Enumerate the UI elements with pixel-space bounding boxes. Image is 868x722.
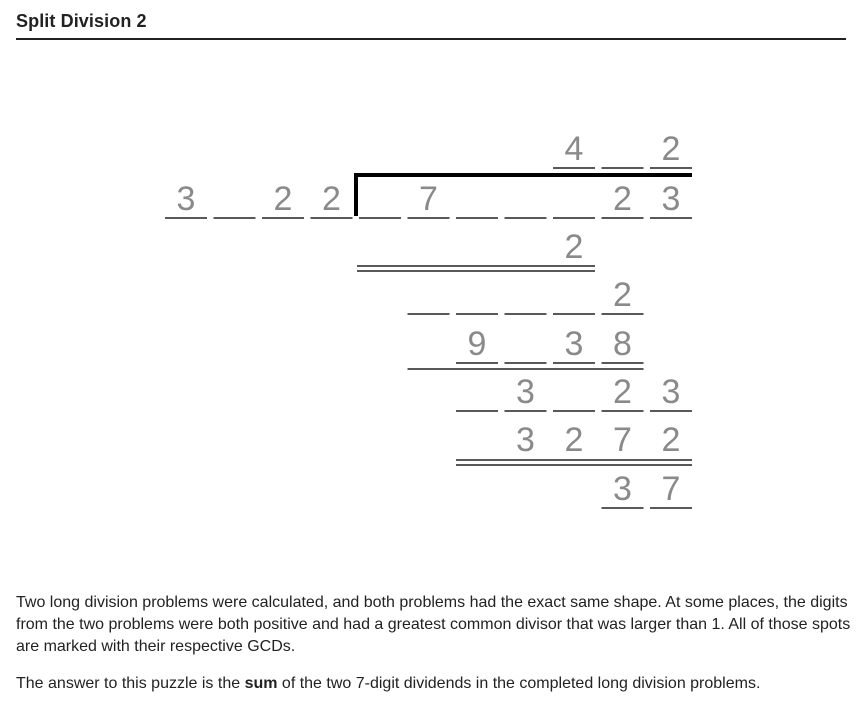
divisor-cell-digit: 3 xyxy=(176,180,196,218)
step-cell-digit: 2 xyxy=(661,421,681,459)
dividend-cell-digit: 7 xyxy=(419,180,438,218)
dividend-cell-digit: 3 xyxy=(661,180,681,218)
dividend-cell-digit: 2 xyxy=(613,180,632,218)
question-text-end: of the two 7-digit dividends in the completed long division problems. xyxy=(277,675,761,692)
division-bracket xyxy=(356,175,692,216)
divisor-cell-digit: 2 xyxy=(322,180,341,218)
step-cell-digit: 7 xyxy=(661,470,681,508)
quotient-cell-digit: 4 xyxy=(564,130,584,168)
divisor-cell-digit: 2 xyxy=(273,180,293,218)
step-cell-digit: 3 xyxy=(564,325,584,363)
step-cell-digit: 3 xyxy=(661,373,681,411)
step-cell-digit: 8 xyxy=(613,325,632,363)
page-title: Split Division 2 xyxy=(16,11,147,31)
step-cell-digit: 3 xyxy=(613,470,632,508)
question-text-start: The answer to this puzzle is the xyxy=(16,675,245,692)
question-emphasis: sum xyxy=(244,675,278,692)
step-cell-digit: 3 xyxy=(516,421,535,459)
step-cell-digit: 3 xyxy=(516,373,535,411)
step-cell-digit: 2 xyxy=(564,421,584,459)
puzzle-description: Two long division problems were calculated, and both problems had the exact same shape. At some places, the digits from the two problems were both positive and had a greatest common divisor that was larger than 1. All of those spots are marked with their respective GCDs. xyxy=(16,594,851,655)
step-cell-digit: 9 xyxy=(467,325,487,363)
quotient-cell-digit: 2 xyxy=(661,130,681,168)
step-cell-digit: 2 xyxy=(613,276,632,314)
puzzle-question xyxy=(16,673,854,695)
step-cell-digit: 2 xyxy=(613,373,632,411)
step-cell-digit: 2 xyxy=(564,228,584,266)
step-cell-digit: 7 xyxy=(613,421,632,459)
